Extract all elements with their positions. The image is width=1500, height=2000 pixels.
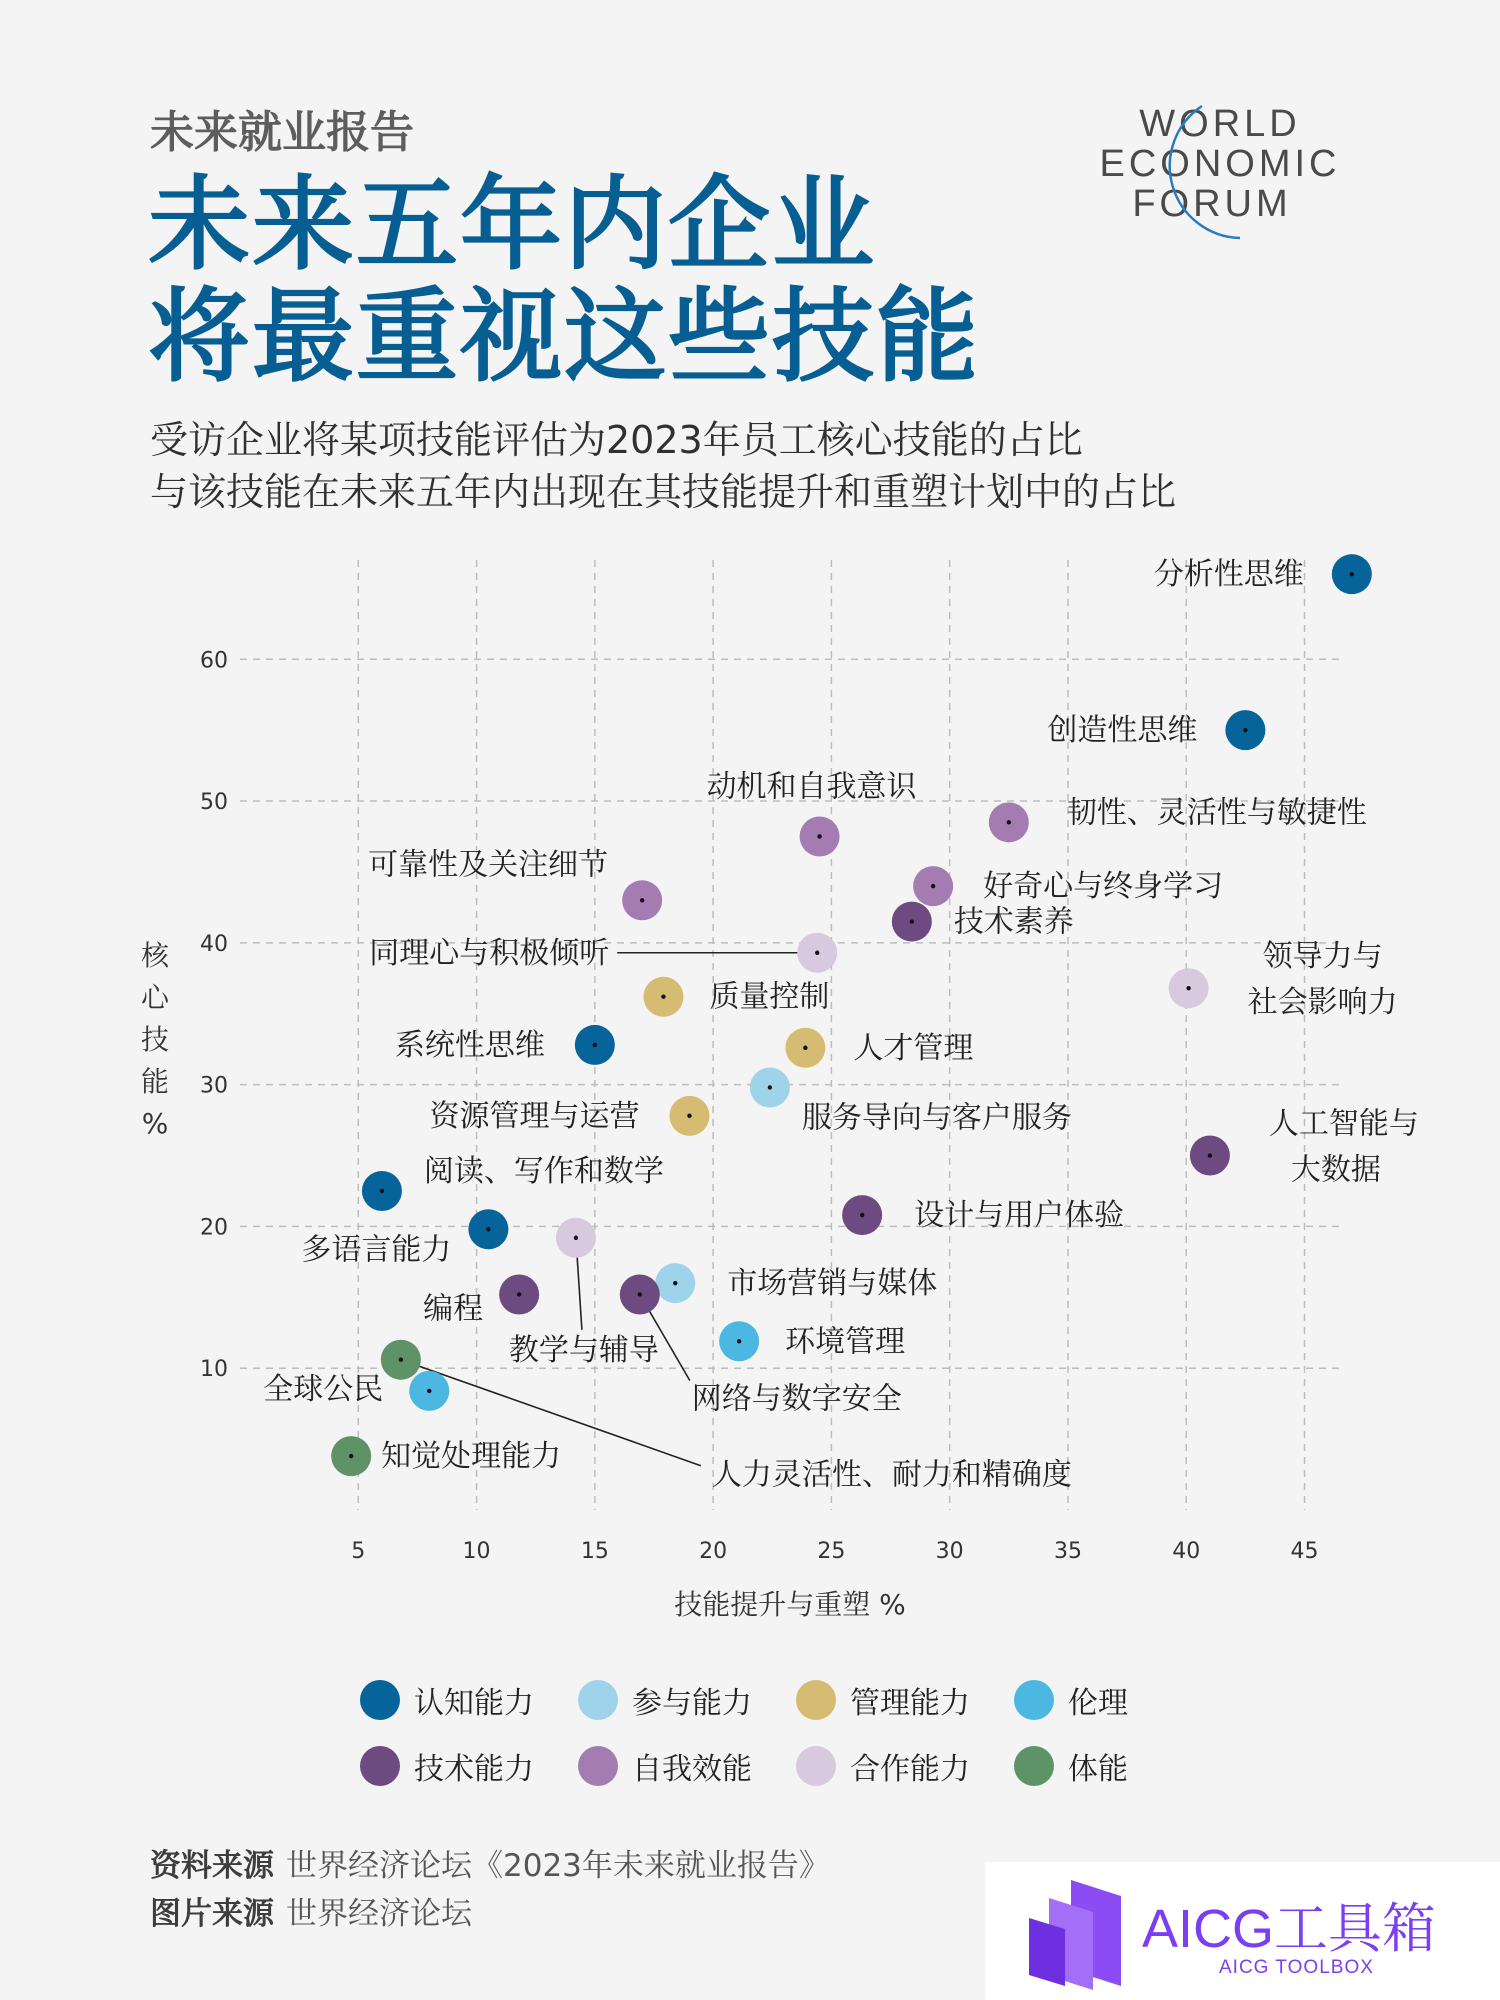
legend-swatch [360, 1680, 400, 1720]
y-tick-label: 20 [200, 1215, 228, 1241]
sources-block [150, 1842, 830, 1938]
brand-name: AICG工具箱 [1142, 1899, 1437, 1959]
point-label: 服务导向与客户服务 [801, 1100, 1072, 1136]
legend-swatch [796, 1680, 836, 1720]
aicg-watermark [985, 1862, 1500, 2000]
image-source-value: 世界经济论坛 [286, 1896, 472, 1932]
y-axis-label-char: 核 [140, 939, 170, 972]
x-tick-label: 25 [817, 1539, 846, 1564]
point-label: 知觉处理能力 [381, 1439, 562, 1475]
y-axis-label-char: 能 [140, 1065, 170, 1098]
data-point-center [517, 1292, 521, 1296]
page-title: 未来五年内企业 将最重视这些技能 [148, 166, 980, 397]
data-source-key: 资料来源 [150, 1848, 274, 1884]
legend-swatch [1014, 1746, 1054, 1786]
data-point-center [687, 1114, 691, 1118]
point-label: 领导力与 [1262, 939, 1383, 975]
x-tick-label: 40 [1172, 1539, 1201, 1564]
legend-label: 伦理 [1068, 1686, 1128, 1721]
point-label: 教学与辅导 [508, 1332, 659, 1368]
legend-label: 参与能力 [632, 1686, 752, 1721]
point-label: 编程 [423, 1291, 484, 1327]
y-tick-label: 60 [200, 648, 228, 674]
y-tick-label: 10 [200, 1357, 228, 1383]
point-label: 同理心与积极倾听 [369, 935, 610, 971]
report-kicker: 未来就业报告 [150, 107, 414, 158]
legend-item [360, 1744, 578, 1788]
point-label: 市场营销与媒体 [727, 1266, 938, 1302]
data-point-center [380, 1189, 384, 1193]
legend-item [578, 1678, 796, 1722]
data-point-center [486, 1227, 490, 1231]
data-point-center [931, 884, 935, 888]
legend-label: 管理能力 [850, 1686, 970, 1721]
point-label: 质量控制 [709, 979, 830, 1015]
point-label: 大数据 [1290, 1152, 1381, 1188]
point-label: 人才管理 [853, 1030, 974, 1066]
point-label: 人力灵活性、耐力和精确度 [711, 1457, 1072, 1493]
data-point-center [661, 995, 665, 999]
x-tick-label: 35 [1053, 1539, 1082, 1564]
x-tick-label: 20 [699, 1539, 728, 1564]
logo-line-forum: FORUM [1132, 183, 1292, 225]
x-tick-label: 10 [462, 1539, 491, 1564]
y-tick-label: 50 [200, 790, 228, 816]
point-label: 多语言能力 [301, 1232, 452, 1268]
chart-legend [360, 1678, 1232, 1788]
legend-swatch [578, 1746, 618, 1786]
y-axis-label-char: 心 [140, 981, 170, 1014]
point-label: 技术素养 [953, 904, 1074, 940]
aicg-logo-icon [1023, 1874, 1135, 1992]
legend-item [796, 1678, 1014, 1722]
point-label: 环境管理 [785, 1324, 906, 1360]
point-label: 动机和自我意识 [706, 769, 917, 805]
x-tick-label: 5 [351, 1539, 366, 1564]
logo-line-world: WORLD [1139, 103, 1301, 145]
legend-item [1014, 1744, 1232, 1788]
image-source [150, 1890, 830, 1938]
logo-line-economic: ECONOMIC [1099, 143, 1341, 185]
legend-label: 自我效能 [632, 1752, 752, 1787]
data-point-center [640, 898, 644, 902]
point-label: 网络与数字安全 [691, 1381, 902, 1417]
legend-swatch [578, 1680, 618, 1720]
data-point-center [768, 1085, 772, 1089]
legend-label: 体能 [1068, 1752, 1128, 1787]
subtitle-line-2: 与该技能在未来五年内出现在其技能提升和重塑计划中的占比 [150, 470, 1177, 514]
point-label: 人工智能与 [1268, 1106, 1419, 1142]
data-point-center [1186, 986, 1190, 990]
legend-swatch [1014, 1680, 1054, 1720]
data-source-value: 世界经济论坛《2023年未来就业报告》 [286, 1848, 830, 1884]
y-tick-label: 30 [200, 1073, 228, 1099]
x-axis-label: 技能提升与重塑 % [674, 1588, 906, 1621]
point-label: 设计与用户体验 [914, 1198, 1125, 1234]
y-tick-label: 40 [200, 931, 228, 957]
data-point-center [593, 1043, 597, 1047]
data-point-center [1007, 820, 1011, 824]
legend-item [578, 1744, 796, 1788]
legend-label: 合作能力 [850, 1752, 970, 1787]
point-label: 资源管理与运营 [429, 1098, 640, 1134]
point-label: 阅读、写作和数学 [423, 1153, 664, 1189]
point-label: 社会影响力 [1247, 985, 1398, 1021]
legend-swatch [796, 1746, 836, 1786]
brand-subtitle: AICG TOOLBOX [1219, 1957, 1374, 1978]
data-point-center [1350, 572, 1354, 576]
data-point-center [574, 1236, 578, 1240]
point-label: 创造性思维 [1047, 713, 1198, 749]
point-label: 可靠性及关注细节 [368, 847, 609, 883]
data-point-center [1208, 1153, 1212, 1157]
x-tick-label: 15 [580, 1539, 609, 1564]
legend-item [360, 1678, 578, 1722]
legend-swatch [360, 1746, 400, 1786]
data-point-center [349, 1454, 353, 1458]
point-label: 韧性、灵活性与敏捷性 [1066, 795, 1367, 831]
point-label: 全球公民 [263, 1371, 384, 1407]
legend-item [796, 1744, 1014, 1788]
legend-item [1014, 1678, 1232, 1722]
data-point-center [1243, 728, 1247, 732]
legend-label: 认知能力 [414, 1686, 534, 1721]
data-point-center [860, 1213, 864, 1217]
data-point-center [737, 1339, 741, 1343]
subtitle-line-1: 受访企业将某项技能评估为2023年员工核心技能的占比 [150, 418, 1083, 462]
data-point-center [803, 1046, 807, 1050]
data-point-center [673, 1281, 677, 1285]
point-label: 系统性思维 [394, 1027, 545, 1063]
x-tick-label: 45 [1290, 1539, 1319, 1564]
data-point-center [910, 919, 914, 923]
data-point-center [427, 1389, 431, 1393]
legend-label: 技术能力 [414, 1752, 534, 1787]
data-source [150, 1842, 830, 1890]
data-point-center [638, 1292, 642, 1296]
data-point-center [817, 834, 821, 838]
data-point-center [399, 1358, 403, 1362]
image-source-key: 图片来源 [150, 1896, 274, 1932]
data-point-center [815, 951, 819, 955]
x-tick-label: 30 [935, 1539, 964, 1564]
y-axis-label-char: % [141, 1107, 169, 1140]
y-axis-label-char: 技 [140, 1023, 170, 1056]
point-label: 好奇心与终身学习 [983, 869, 1224, 905]
point-label: 分析性思维 [1153, 557, 1304, 593]
